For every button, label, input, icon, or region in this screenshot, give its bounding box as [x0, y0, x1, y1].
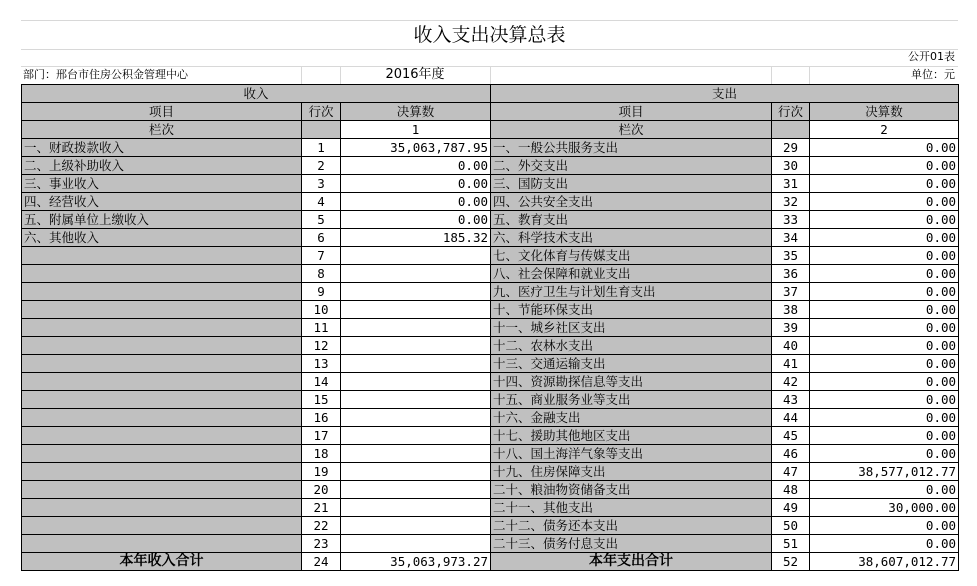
- income-item-name: [22, 517, 302, 535]
- expense-item-name: 八、社会保障和就业支出: [491, 265, 772, 283]
- expense-amount-header: 决算数: [810, 103, 959, 121]
- income-row-no: 4: [302, 193, 341, 211]
- income-row-no: 13: [302, 355, 341, 373]
- expense-row-no: 50: [772, 517, 810, 535]
- income-item-name: 四、经营收入: [22, 193, 302, 211]
- expense-item-name: 六、科学技术支出: [491, 229, 772, 247]
- income-item-name: [22, 499, 302, 517]
- expense-item-name: 十一、城乡社区支出: [491, 319, 772, 337]
- table-row: [22, 373, 959, 391]
- expense-amount: 0.00: [810, 391, 959, 409]
- income-amount: [341, 535, 491, 553]
- expense-item-name: 十三、交通运输支出: [491, 355, 772, 373]
- expense-total-amount: 38,607,012.77: [810, 553, 959, 571]
- income-section-header: 收入: [22, 85, 491, 103]
- income-amount: [341, 463, 491, 481]
- income-amount: [341, 499, 491, 517]
- expense-item-name: 十二、农林水支出: [491, 337, 772, 355]
- income-amount: [341, 427, 491, 445]
- expense-amount: 0.00: [810, 157, 959, 175]
- expense-column-no: 2: [810, 121, 959, 139]
- expense-row-no: 49: [772, 499, 810, 517]
- table-row: [22, 517, 959, 535]
- section-header-row: [22, 85, 959, 103]
- unit-label: 单位：元: [911, 68, 955, 81]
- income-row-no: 9: [302, 283, 341, 301]
- expense-amount: 0.00: [810, 481, 959, 499]
- expense-item-name: 二十一、其他支出: [491, 499, 772, 517]
- income-amount: 185.32: [341, 229, 491, 247]
- expense-row-no: 31: [772, 175, 810, 193]
- table-row: [22, 427, 959, 445]
- income-row-no: 15: [302, 391, 341, 409]
- income-item-name: [22, 445, 302, 463]
- expense-row-no: 29: [772, 139, 810, 157]
- income-amount: [341, 247, 491, 265]
- expense-row-no: 40: [772, 337, 810, 355]
- form-code-row: [21, 48, 958, 67]
- income-item-name: [22, 427, 302, 445]
- income-column-no-label: 栏次: [22, 121, 302, 139]
- income-row-no: 11: [302, 319, 341, 337]
- department-label: 部门：邢台市住房公积金管理中心: [23, 68, 188, 81]
- expense-item-name: 二十三、债务付息支出: [491, 535, 772, 553]
- expense-item-name: 十、节能环保支出: [491, 301, 772, 319]
- income-amount: 0.00: [341, 211, 491, 229]
- income-row-no: 1: [302, 139, 341, 157]
- table-row: [22, 499, 959, 517]
- expense-amount: 0.00: [810, 535, 959, 553]
- table-row: [22, 391, 959, 409]
- income-amount: 0.00: [341, 175, 491, 193]
- expense-item-name: 十九、住房保障支出: [491, 463, 772, 481]
- expense-item-header: 项目: [491, 103, 772, 121]
- income-amount: [341, 283, 491, 301]
- income-row-no: 23: [302, 535, 341, 553]
- expense-item-name: 二十、粮油物资储备支出: [491, 481, 772, 499]
- income-item-name: [22, 535, 302, 553]
- table-row: [22, 265, 959, 283]
- table-row: [22, 301, 959, 319]
- expense-amount: 0.00: [810, 247, 959, 265]
- expense-amount: 0.00: [810, 211, 959, 229]
- income-total-amount: 35,063,973.27: [341, 553, 491, 571]
- income-row-no: 14: [302, 373, 341, 391]
- expense-rowno-header: 行次: [772, 103, 810, 121]
- income-amount: [341, 319, 491, 337]
- expense-item-name: 九、医疗卫生与计划生育支出: [491, 283, 772, 301]
- totals-row: [22, 553, 959, 571]
- income-row-no: 19: [302, 463, 341, 481]
- table-row: [22, 481, 959, 499]
- form-code: 公开01表: [908, 50, 955, 63]
- expense-amount: 0.00: [810, 283, 959, 301]
- income-item-name: [22, 409, 302, 427]
- income-row-no: 3: [302, 175, 341, 193]
- expense-section-header: 支出: [491, 85, 959, 103]
- cell-divider: [771, 66, 772, 84]
- table-row: [22, 409, 959, 427]
- income-item-name: [22, 283, 302, 301]
- column-header-row: [22, 103, 959, 121]
- expense-row-no: 34: [772, 229, 810, 247]
- income-amount: [341, 265, 491, 283]
- table-row: [22, 193, 959, 211]
- table-row: [22, 535, 959, 553]
- income-item-name: [22, 391, 302, 409]
- expense-item-name: 十五、商业服务业等支出: [491, 391, 772, 409]
- income-amount: [341, 517, 491, 535]
- table-row: [22, 283, 959, 301]
- income-item-name: [22, 265, 302, 283]
- year-label: 2016年度: [385, 67, 445, 82]
- table-row: [22, 319, 959, 337]
- expense-row-no: 39: [772, 319, 810, 337]
- expense-row-no: 48: [772, 481, 810, 499]
- income-item-header: 项目: [22, 103, 302, 121]
- expense-row-no: 44: [772, 409, 810, 427]
- expense-amount: 0.00: [810, 301, 959, 319]
- expense-row-no: 35: [772, 247, 810, 265]
- income-amount-header: 决算数: [341, 103, 491, 121]
- expense-row-no: 42: [772, 373, 810, 391]
- expense-amount: 0.00: [810, 175, 959, 193]
- empty-cell: [772, 121, 810, 139]
- column-number-row: [22, 121, 959, 139]
- income-item-name: 二、上级补助收入: [22, 157, 302, 175]
- expense-amount: 0.00: [810, 517, 959, 535]
- income-row-no: 17: [302, 427, 341, 445]
- income-row-no: 18: [302, 445, 341, 463]
- income-amount: [341, 355, 491, 373]
- expense-row-no: 32: [772, 193, 810, 211]
- expense-amount: 0.00: [810, 337, 959, 355]
- expense-row-no: 33: [772, 211, 810, 229]
- expense-amount: 0.00: [810, 373, 959, 391]
- income-row-no: 12: [302, 337, 341, 355]
- expense-row-no: 36: [772, 265, 810, 283]
- income-item-name: [22, 319, 302, 337]
- table-row: [22, 463, 959, 481]
- expense-amount: 0.00: [810, 355, 959, 373]
- empty-cell: [302, 121, 341, 139]
- income-row-no: 20: [302, 481, 341, 499]
- income-amount: 0.00: [341, 193, 491, 211]
- expense-item-name: 十四、资源勘探信息等支出: [491, 373, 772, 391]
- expense-amount: 0.00: [810, 139, 959, 157]
- expense-row-no: 30: [772, 157, 810, 175]
- income-row-no: 10: [302, 301, 341, 319]
- income-amount: [341, 445, 491, 463]
- expense-item-name: 二、外交支出: [491, 157, 772, 175]
- income-item-name: [22, 355, 302, 373]
- expense-row-no: 37: [772, 283, 810, 301]
- income-amount: [341, 409, 491, 427]
- expense-item-name: 二十二、债务还本支出: [491, 517, 772, 535]
- income-row-no: 5: [302, 211, 341, 229]
- income-item-name: [22, 463, 302, 481]
- income-item-name: 三、事业收入: [22, 175, 302, 193]
- expense-total-row-no: 52: [772, 553, 810, 571]
- info-row: [21, 66, 958, 84]
- income-amount: [341, 373, 491, 391]
- table-row: [22, 175, 959, 193]
- expense-amount: 0.00: [810, 265, 959, 283]
- expense-row-no: 46: [772, 445, 810, 463]
- expense-column-no-label: 栏次: [491, 121, 772, 139]
- income-row-no: 16: [302, 409, 341, 427]
- income-total-label: 本年收入合计: [22, 553, 302, 571]
- expense-item-name: 三、国防支出: [491, 175, 772, 193]
- expense-item-name: 十七、援助其他地区支出: [491, 427, 772, 445]
- income-amount: [341, 301, 491, 319]
- cell-divider: [301, 66, 302, 84]
- income-total-row-no: 24: [302, 553, 341, 571]
- cell-divider: [490, 66, 491, 84]
- expense-item-name: 十六、金融支出: [491, 409, 772, 427]
- table-row: [22, 445, 959, 463]
- income-row-no: 8: [302, 265, 341, 283]
- expense-row-no: 41: [772, 355, 810, 373]
- expense-amount: 38,577,012.77: [810, 463, 959, 481]
- expense-row-no: 38: [772, 301, 810, 319]
- expense-item-name: 七、文化体育与传媒支出: [491, 247, 772, 265]
- income-item-name: [22, 481, 302, 499]
- expense-total-label: 本年支出合计: [491, 553, 772, 571]
- income-item-name: [22, 301, 302, 319]
- expense-row-no: 47: [772, 463, 810, 481]
- expense-item-name: 一、一般公共服务支出: [491, 139, 772, 157]
- income-amount: 0.00: [341, 157, 491, 175]
- table-row: [22, 247, 959, 265]
- expense-amount: 0.00: [810, 229, 959, 247]
- income-amount: [341, 481, 491, 499]
- income-row-no: 6: [302, 229, 341, 247]
- expense-amount: 30,000.00: [810, 499, 959, 517]
- income-amount: [341, 337, 491, 355]
- expense-item-name: 十八、国土海洋气象等支出: [491, 445, 772, 463]
- income-item-name: 六、其他收入: [22, 229, 302, 247]
- income-amount: 35,063,787.95: [341, 139, 491, 157]
- expense-amount: 0.00: [810, 427, 959, 445]
- table-row: [22, 229, 959, 247]
- income-item-name: [22, 247, 302, 265]
- income-row-no: 7: [302, 247, 341, 265]
- income-row-no: 22: [302, 517, 341, 535]
- expense-row-no: 43: [772, 391, 810, 409]
- expense-item-name: 四、公共安全支出: [491, 193, 772, 211]
- income-item-name: [22, 373, 302, 391]
- expense-row-no: 51: [772, 535, 810, 553]
- expense-item-name: 五、教育支出: [491, 211, 772, 229]
- income-row-no: 21: [302, 499, 341, 517]
- expense-amount: 0.00: [810, 409, 959, 427]
- income-expense-table: [21, 84, 959, 571]
- expense-amount: 0.00: [810, 193, 959, 211]
- table-title: 收入支出决算总表: [21, 20, 958, 50]
- expense-amount: 0.00: [810, 445, 959, 463]
- table-row: [22, 355, 959, 373]
- income-item-name: 五、附属单位上缴收入: [22, 211, 302, 229]
- income-item-name: 一、财政拨款收入: [22, 139, 302, 157]
- table-row: [22, 139, 959, 157]
- income-column-no: 1: [341, 121, 491, 139]
- expense-row-no: 45: [772, 427, 810, 445]
- income-amount: [341, 391, 491, 409]
- table-row: [22, 337, 959, 355]
- table-body: [22, 85, 959, 571]
- table-row: [22, 157, 959, 175]
- table-row: [22, 211, 959, 229]
- expense-amount: 0.00: [810, 319, 959, 337]
- income-rowno-header: 行次: [302, 103, 341, 121]
- cell-divider: [809, 66, 810, 84]
- income-item-name: [22, 337, 302, 355]
- income-row-no: 2: [302, 157, 341, 175]
